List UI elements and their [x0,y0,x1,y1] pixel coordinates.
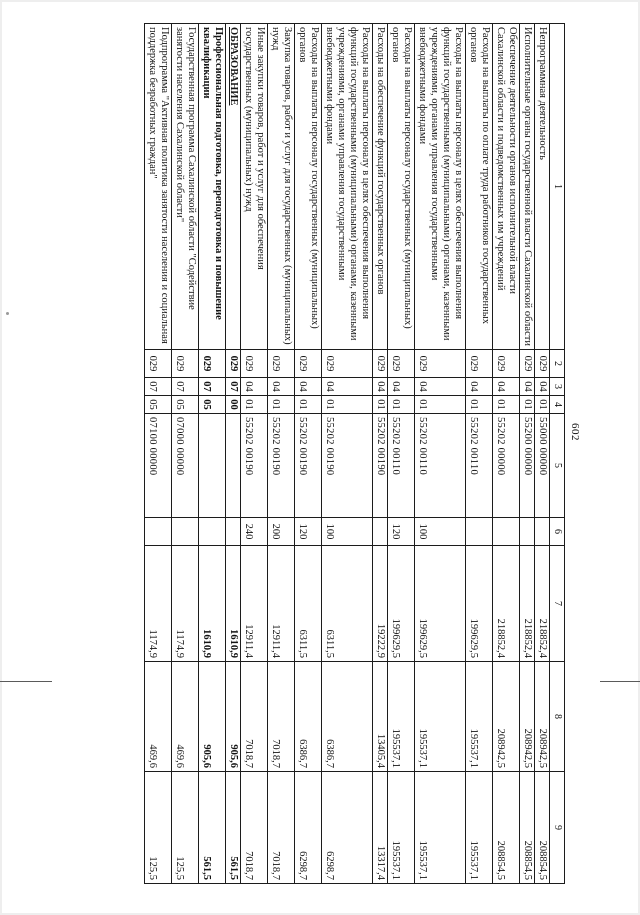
row-name: Расходы на выплаты персоналу в целях обеспечения выполнения функций государственными (муниципальными) органами, казенными учреждениями, органами управления государственными внебюджетными фондами [322,24,373,350]
cell-expense-type [172,518,199,546]
cell-amount-col8: 6386,7 [322,662,373,772]
cell-subsection: 01 [466,396,493,414]
cell-amount-col9: 125,5 [145,772,172,884]
cell-expense-type: 120 [295,518,322,546]
cell-section: 04 [373,378,388,396]
cell-target-article: 55202 00190 [322,414,373,518]
col-header: 6 [550,518,565,546]
row-name: Расходы на выплаты по оплате труда работников государственных органов [466,24,493,350]
cell-target-article: 55202 00190 [295,414,322,518]
cell-ministry: 029 [466,350,493,378]
cell-amount-col7: 218852,4 [493,546,520,662]
left-margin-rule [0,681,52,682]
cell-ministry: 029 [268,350,295,378]
cell-ministry: 029 [226,350,241,378]
cell-amount-col7: 1610,9 [199,546,226,662]
cell-section: 04 [466,378,493,396]
cell-subsection: 01 [241,396,268,414]
cell-expense-type [373,518,388,546]
cell-amount-col8: 13405,4 [373,662,388,772]
row-name: Обеспечение деятельности органов исполнительной власти Сахалинской области и подведомственных им учреждений [493,24,520,350]
cell-subsection: 05 [172,396,199,414]
row-name: Подпрограмма "Активная политика занятости населения и социальная поддержка безработных граждан" [145,24,172,350]
cell-expense-type [145,518,172,546]
cell-subsection: 01 [388,396,415,414]
col-header: 2 [550,350,565,378]
row-name: Исполнительные органы государственной власти Сахалинской области [520,24,535,350]
cell-target-article: 55200 00000 [520,414,535,518]
cell-expense-type: 200 [268,518,295,546]
cell-section: 07 [145,378,172,396]
row-name: Расходы на выплаты персоналу государственных (муниципальных) органов [388,24,415,350]
cell-section: 04 [493,378,520,396]
cell-subsection: 01 [268,396,295,414]
cell-section: 04 [415,378,466,396]
cell-amount-col9: 561,5 [226,772,241,884]
cell-amount-col7: 12911,4 [268,546,295,662]
cell-section: 07 [199,378,226,396]
page-number: 602 [569,423,581,441]
cell-target-article: 55202 00190 [268,414,295,518]
cell-subsection: 01 [415,396,466,414]
table-row [268,24,295,884]
cell-amount-col8: 208942,5 [535,662,550,772]
row-name: Расходы на выплаты персоналу государственных (муниципальных) органов [295,24,322,350]
cell-amount-col9: 208854,5 [493,772,520,884]
table-row [322,24,373,884]
table-row [388,24,415,884]
cell-amount-col7: 6311,5 [295,546,322,662]
cell-amount-col9: 6298,7 [295,772,322,884]
cell-expense-type: 240 [241,518,268,546]
row-name: Непрограммная деятельность [535,24,550,350]
cell-target-article [226,414,241,518]
cell-expense-type [226,518,241,546]
cell-amount-col8: 6386,7 [295,662,322,772]
cell-amount-col7: 1174,9 [172,546,199,662]
row-name: ОБРАЗОВАНИЕ [226,24,241,350]
row-name: Иные закупки товаров, работ и услуг для обеспечения государственных (муниципальных) нужд [241,24,268,350]
cell-section: 07 [226,378,241,396]
scan-speck [6,312,9,315]
cell-target-article: 55000 00000 [535,414,550,518]
cell-amount-col9: 13317,4 [373,772,388,884]
row-name: Государственная программа Сахалинской области "Содействие занятости населения Сахалинской области" [172,24,199,350]
table-body [145,24,550,884]
cell-amount-col8: 905,6 [199,662,226,772]
cell-target-article: 07000 00000 [172,414,199,518]
cell-amount-col8: 905,6 [226,662,241,772]
cell-ministry: 029 [241,350,268,378]
col-header: 1 [550,24,565,350]
cell-amount-col9: 195537,1 [466,772,493,884]
budget-table [144,23,565,884]
col-header: 8 [550,662,565,772]
cell-amount-col7: 1174,9 [145,546,172,662]
cell-target-article: 55202 00190 [373,414,388,518]
cell-expense-type [199,518,226,546]
cell-amount-col7: 12911,4 [241,546,268,662]
cell-ministry: 029 [535,350,550,378]
row-name: Расходы на обеспечение функций государственных органов [373,24,388,350]
col-header: 3 [550,378,565,396]
table-row [493,24,520,884]
cell-section: 07 [172,378,199,396]
cell-target-article: 55202 00110 [466,414,493,518]
table-row [520,24,535,884]
cell-ministry: 029 [520,350,535,378]
cell-amount-col8: 469,6 [145,662,172,772]
cell-subsection: 01 [493,396,520,414]
table-row [241,24,268,884]
cell-section: 04 [241,378,268,396]
cell-amount-col7: 19222,9 [373,546,388,662]
table-row [373,24,388,884]
col-header: 7 [550,546,565,662]
cell-amount-col8: 208942,5 [493,662,520,772]
cell-subsection: 01 [295,396,322,414]
cell-subsection: 00 [226,396,241,414]
cell-ministry: 029 [373,350,388,378]
cell-amount-col9: 125,5 [172,772,199,884]
col-header: 9 [550,772,565,884]
cell-section: 04 [520,378,535,396]
cell-amount-col9: 195537,1 [415,772,466,884]
cell-ministry: 029 [415,350,466,378]
cell-section: 04 [388,378,415,396]
cell-amount-col8: 195537,1 [415,662,466,772]
row-name: Профессиональная подготовка, переподготовка и повышение квалификации [199,24,226,350]
cell-section: 04 [295,378,322,396]
table-row [295,24,322,884]
cell-target-article: 55202 00190 [241,414,268,518]
cell-section: 04 [268,378,295,396]
cell-target-article [199,414,226,518]
cell-amount-col9: 6298,7 [322,772,373,884]
cell-subsection: 01 [535,396,550,414]
cell-expense-type [520,518,535,546]
col-header: 4 [550,396,565,414]
cell-expense-type: 100 [415,518,466,546]
cell-amount-col9: 7018,7 [241,772,268,884]
cell-target-article: 55202 00000 [493,414,520,518]
cell-expense-type [493,518,520,546]
cell-subsection: 01 [520,396,535,414]
cell-subsection: 05 [199,396,226,414]
cell-amount-col8: 195537,1 [466,662,493,772]
cell-expense-type: 100 [322,518,373,546]
cell-amount-col9: 561,5 [199,772,226,884]
cell-section: 04 [535,378,550,396]
cell-ministry: 029 [295,350,322,378]
table-row [199,24,226,884]
cell-ministry: 029 [199,350,226,378]
cell-ministry: 029 [388,350,415,378]
column-number-row [550,24,565,884]
table-row [535,24,550,884]
cell-subsection: 01 [322,396,373,414]
col-header: 5 [550,414,565,518]
table-row [172,24,199,884]
cell-amount-col9: 195537,1 [388,772,415,884]
table-row [415,24,466,884]
cell-amount-col8: 195537,1 [388,662,415,772]
cell-amount-col7: 1610,9 [226,546,241,662]
cell-subsection: 05 [145,396,172,414]
cell-target-article: 55202 00110 [415,414,466,518]
cell-amount-col7: 6311,5 [322,546,373,662]
cell-ministry: 029 [145,350,172,378]
rotated-document-page [50,5,585,900]
cell-ministry: 029 [172,350,199,378]
cell-amount-col8: 7018,7 [268,662,295,772]
cell-section: 04 [322,378,373,396]
cell-expense-type [535,518,550,546]
cell-amount-col7: 218852,4 [520,546,535,662]
cell-expense-type [466,518,493,546]
cell-amount-col9: 7018,7 [268,772,295,884]
table-row [145,24,172,884]
table-row [226,24,241,884]
cell-subsection: 01 [373,396,388,414]
right-margin-rule [600,681,640,682]
cell-amount-col7: 218852,4 [535,546,550,662]
cell-amount-col8: 469,6 [172,662,199,772]
cell-target-article: 55202 00110 [388,414,415,518]
cell-amount-col8: 7018,7 [241,662,268,772]
cell-amount-col7: 199629,5 [388,546,415,662]
row-name: Расходы на выплаты персоналу в целях обеспечения выполнения функций государственными (муниципальными) органами, казенными учреждениями, органами управления государственными внебюджетными фондами [415,24,466,350]
cell-amount-col9: 208854,5 [535,772,550,884]
row-name: Закупка товаров, работ и услуг для государственных (муниципальных) нужд [268,24,295,350]
cell-amount-col9: 208854,5 [520,772,535,884]
table-row [466,24,493,884]
cell-ministry: 029 [322,350,373,378]
cell-amount-col7: 199629,5 [415,546,466,662]
cell-amount-col8: 208942,5 [520,662,535,772]
cell-ministry: 029 [493,350,520,378]
cell-expense-type: 120 [388,518,415,546]
cell-target-article: 07100 00000 [145,414,172,518]
cell-amount-col7: 199629,5 [466,546,493,662]
